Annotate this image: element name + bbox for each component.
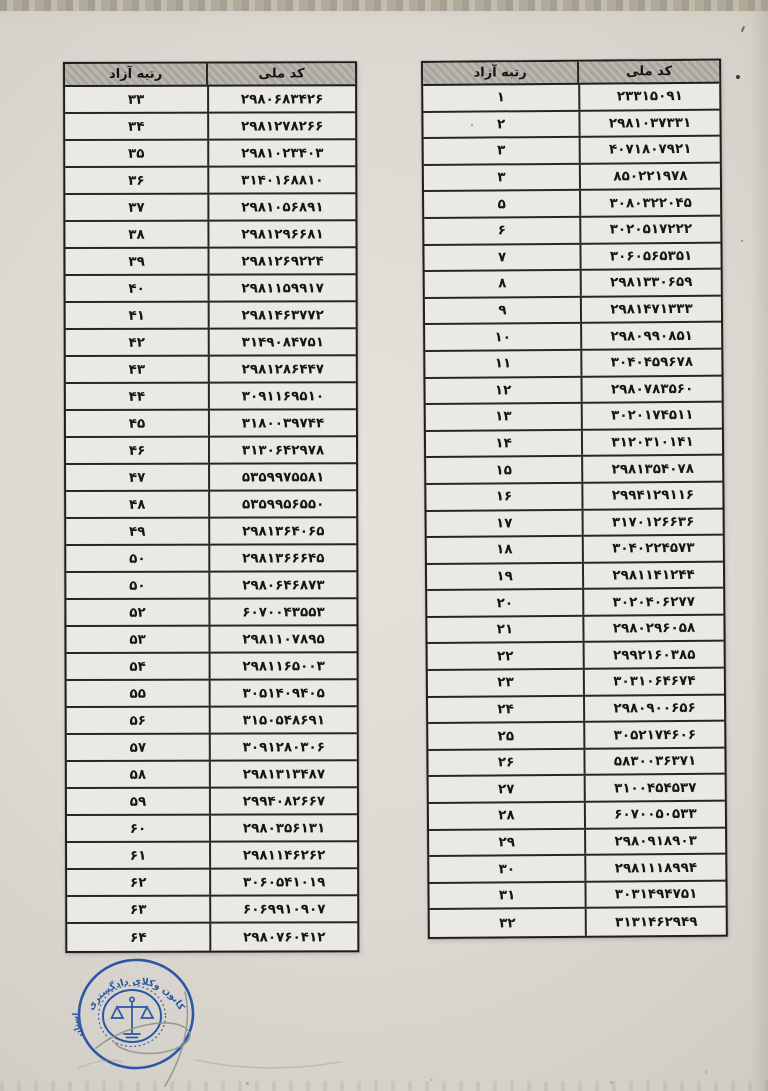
rank-cell: ۳۹	[128, 253, 145, 270]
table-row	[428, 748, 724, 777]
table-row	[426, 483, 722, 512]
rank-cell: ۳۸	[128, 226, 145, 243]
code-cell: ۳۰۸۰۳۲۲۰۴۵	[579, 190, 720, 216]
rank-cell: ۸	[498, 275, 507, 292]
code-cell: ۲۹۸۰۹۰۰۶۵۶	[583, 695, 724, 721]
table-row	[423, 84, 719, 113]
rank-cell: ۲۶	[497, 754, 515, 771]
code-cell: ۳۰۲۰۴۰۶۲۷۷	[582, 589, 723, 615]
table-row	[66, 491, 356, 519]
table-row	[67, 680, 357, 708]
table-row	[424, 243, 720, 272]
rank-cell: ۲۵	[497, 727, 515, 744]
table-row	[427, 589, 723, 618]
rank-cell: ۲۱	[496, 621, 514, 638]
rank-cell: ۵۵	[129, 685, 146, 702]
rank-cell: ۴۷	[128, 469, 146, 486]
results-table-ranks-1-32	[421, 59, 728, 939]
rank-cell: ۲۲	[496, 648, 514, 665]
scan-speck	[705, 1070, 707, 1074]
rank-cell: ۵۶	[129, 712, 147, 729]
table-row	[430, 908, 726, 937]
rank-cell: ۳۴	[127, 118, 145, 135]
code-cell: ۲۹۸۱۱۴۱۲۴۴	[582, 562, 723, 588]
rank-cell: ۴۱	[128, 307, 145, 324]
table-row	[428, 642, 724, 671]
table-row	[65, 86, 355, 114]
scan-top-fade	[0, 11, 768, 29]
table-row	[67, 896, 357, 924]
code-header-cell: کد ملی	[206, 63, 355, 84]
table-row	[429, 855, 725, 884]
code-cell: ۳۱۴۹۰۸۴۷۵۱	[208, 329, 356, 354]
rank-cell: ۳۲	[499, 914, 516, 932]
code-cell: ۳۰۶۰۵۶۵۳۵۱	[580, 243, 721, 269]
rank-cell: ۱۴	[495, 435, 512, 452]
rank-cell: ۱۶	[495, 488, 513, 505]
rank-cell: ۱	[496, 89, 506, 106]
rank-cell: ۳۶	[128, 172, 145, 189]
table-row	[67, 761, 357, 789]
scan-speck	[610, 1081, 613, 1084]
table-row	[428, 695, 724, 724]
rank-cell: ۵۴	[129, 658, 146, 675]
table-row	[425, 270, 721, 299]
code-cell: ۲۹۸۰۶۸۳۴۲۶	[207, 86, 355, 111]
code-cell: ۸۵۰۲۲۱۹۷۸	[579, 163, 720, 189]
table-row	[425, 323, 721, 352]
code-cell: ۲۹۸۰۷۸۳۵۶۰	[581, 376, 722, 402]
scan-speck	[430, 1079, 433, 1081]
table-row	[66, 275, 356, 303]
rank-cell: ۴۳	[128, 361, 146, 378]
table-row	[65, 248, 355, 276]
stamp-outer-ring	[75, 956, 196, 1072]
rank-cell: ۶۰	[129, 820, 147, 837]
table-row	[425, 350, 721, 379]
code-cell: ۲۹۸۱۱۶۵۰۰۳	[209, 653, 357, 678]
table-row	[67, 815, 357, 843]
code-cell: ۲۹۸۱۱۵۹۹۱۷	[208, 275, 356, 300]
rank-cell: ۳	[497, 142, 506, 159]
rank-cell: ۳۳	[127, 91, 145, 108]
table-row	[66, 329, 356, 357]
table-header-row	[423, 61, 719, 86]
table-row	[426, 403, 722, 432]
scan-right-edge-shade	[750, 0, 768, 1091]
code-cell: ۲۹۸۰۷۶۰۴۱۲	[209, 923, 357, 950]
table-row	[426, 429, 722, 458]
table-row	[429, 775, 725, 804]
code-cell: ۲۹۸۱۱۴۶۲۶۲	[209, 842, 357, 867]
code-cell: ۳۱۷۰۱۲۶۶۳۶	[582, 509, 723, 535]
table-row	[65, 167, 355, 195]
table-row	[67, 869, 357, 897]
table-row	[426, 456, 722, 485]
code-cell: ۲۳۳۱۵۰۹۱	[578, 84, 719, 110]
table-row	[66, 626, 356, 654]
code-cell: ۲۹۸۱۳۶۴۰۶۵	[208, 518, 356, 543]
rank-cell: ۲۰	[496, 594, 514, 612]
code-cell: ۲۹۸۱۴۷۱۳۳۳	[580, 296, 721, 322]
code-cell: ۵۳۵۹۹۵۶۵۵۰	[208, 491, 356, 516]
rank-cell: ۶۳	[129, 901, 147, 918]
scan-speck	[246, 1082, 249, 1085]
code-cell: ۲۹۸۱۳۱۳۴۸۷	[209, 761, 357, 786]
rank-cell: ۱۸	[496, 541, 513, 558]
table-row	[424, 217, 720, 246]
table-row	[66, 410, 356, 438]
table-row	[67, 923, 357, 951]
rank-cell: ۳	[497, 169, 506, 186]
code-cell: ۶۰۷۰۰۴۳۵۵۳	[209, 599, 357, 624]
table-row	[67, 653, 357, 681]
table-row	[66, 599, 356, 627]
rank-cell: ۴۰	[128, 280, 145, 297]
code-cell: ۲۹۸۰۳۵۶۱۳۱	[209, 815, 357, 840]
table-row	[424, 190, 720, 219]
rank-cell: ۴۹	[129, 523, 146, 540]
rank-cell: ۲۳	[497, 674, 514, 691]
code-cell: ۳۰۳۱۴۹۴۷۵۱	[585, 881, 726, 907]
table-row	[424, 137, 720, 166]
code-cell: ۳۰۹۱۲۸۰۳۰۶	[209, 734, 357, 759]
results-table-ranks-33-64	[63, 61, 359, 953]
table-row	[428, 722, 724, 751]
code-cell: ۳۰۳۱۰۶۴۶۷۴	[583, 669, 724, 695]
rank-cell: ۴۲	[128, 334, 146, 351]
code-cell: ۳۱۸۰۰۳۹۷۴۴	[208, 410, 356, 435]
rank-cell: ۴۵	[128, 415, 146, 432]
rank-cell: ۴۴	[128, 388, 146, 405]
table-row	[67, 788, 357, 816]
code-cell: ۳۰۴۰۲۲۴۵۷۳	[582, 536, 723, 562]
code-cell: ۳۰۵۲۱۷۴۶۰۶	[583, 722, 724, 748]
scan-speck	[471, 124, 473, 126]
rank-cell: ۲۹	[498, 834, 515, 851]
code-cell: ۲۹۸۱۳۳۰۶۵۹	[580, 270, 721, 296]
rank-cell: ۶۲	[129, 874, 147, 891]
rank-cell: ۳۷	[128, 199, 145, 216]
table-row	[429, 802, 725, 831]
code-cell: ۳۰۲۰۵۱۷۲۲۲	[579, 217, 720, 243]
table-row	[66, 572, 356, 600]
table-row	[67, 842, 357, 870]
code-header-cell: کد ملی	[577, 61, 719, 83]
rank-header-cell: رتبه آزاد	[473, 65, 527, 81]
table-row	[66, 356, 356, 384]
code-cell: ۲۹۸۱۰۵۶۸۹۱	[207, 194, 355, 219]
rank-cell: ۵۸	[129, 766, 147, 783]
rank-cell: ۱۱	[494, 355, 512, 372]
code-cell: ۲۹۸۱۱۱۸۹۹۴	[584, 855, 725, 881]
rank-cell: ۷	[497, 249, 507, 266]
table-row	[67, 707, 357, 735]
rank-cell: ۹	[498, 302, 507, 319]
scales-of-justice-icon	[112, 997, 154, 1037]
table-row	[66, 545, 356, 573]
rank-cell: ۶	[497, 222, 507, 239]
table-row	[66, 518, 356, 546]
rank-cell: ۴۸	[128, 496, 146, 513]
rank-cell: ۵۷	[129, 739, 147, 756]
ink-dot-speck	[736, 75, 740, 79]
code-cell: ۲۹۸۱۴۶۳۷۷۲	[208, 302, 356, 327]
code-cell: ۲۹۸۱۲۸۶۴۴۷	[208, 356, 356, 381]
code-cell: ۲۹۸۱۳۶۶۶۴۵	[208, 545, 356, 570]
rank-cell: ۵۳	[129, 631, 146, 648]
scan-top-edge	[0, 0, 768, 11]
code-cell: ۲۹۸۱۰۲۳۴۰۳	[207, 140, 355, 165]
table-row	[66, 302, 356, 330]
table-row	[65, 140, 355, 168]
rank-cell: ۶۱	[129, 847, 147, 864]
code-cell: ۳۱۳۱۴۶۲۹۴۹	[585, 908, 726, 936]
code-cell: ۶۰۶۹۹۱۰۹۰۷	[209, 896, 357, 921]
rank-cell: ۱۹	[496, 568, 513, 585]
table-row	[66, 383, 356, 411]
code-cell: ۴۰۷۱۸۰۷۹۲۱	[579, 137, 720, 163]
rank-cell: ۳۰	[498, 860, 516, 877]
rank-cell: ۱۷	[495, 515, 513, 532]
code-cell: ۲۹۸۱۲۹۶۶۸۱	[208, 221, 356, 246]
code-cell: ۲۹۸۰۹۹۰۸۵۱	[580, 323, 721, 349]
code-cell: ۳۰۹۱۱۶۹۵۱۰	[208, 383, 356, 408]
code-cell: ۲۹۸۱۲۷۸۲۶۶	[207, 113, 355, 138]
rank-cell: ۱۳	[495, 408, 512, 425]
rank-cell: ۲	[496, 116, 506, 133]
code-cell: ۳۱۲۰۳۱۰۱۴۱	[581, 429, 722, 455]
table-row	[65, 194, 355, 222]
table-row	[429, 828, 725, 857]
code-cell: ۲۹۸۱۲۶۹۲۲۴	[208, 248, 356, 273]
table-row	[427, 616, 723, 645]
code-cell: ۳۰۶۰۵۴۱۰۱۹	[209, 869, 357, 894]
rank-cell: ۵	[497, 196, 506, 213]
table-row	[424, 163, 720, 192]
table-row	[65, 113, 355, 141]
rank-cell: ۲۸	[498, 807, 515, 824]
code-cell: ۲۹۸۰۹۱۸۹۰۳	[584, 828, 725, 854]
code-cell: ۳۱۰۰۴۵۴۵۳۷	[584, 775, 725, 801]
stamp-side-text: استان	[70, 1012, 85, 1039]
table-row	[423, 110, 719, 139]
rank-cell: ۱۲	[494, 382, 512, 399]
table-header-row	[65, 63, 355, 87]
rank-cell: ۵۰	[129, 550, 146, 567]
table-row	[427, 509, 723, 538]
code-cell: ۲۹۸۱۳۵۴۰۷۸	[581, 456, 722, 482]
rank-header-cell: رتبه آزاد	[108, 66, 163, 82]
code-cell: ۳۱۴۰۱۶۸۸۱۰	[207, 167, 355, 192]
stamp-arc-text: کانون وکلای دادگستری	[85, 975, 187, 1013]
code-cell: ۲۹۸۰۶۴۶۸۷۳	[208, 572, 356, 597]
code-cell: ۵۳۵۹۹۷۵۵۸۱	[208, 464, 356, 489]
table-row	[66, 437, 356, 465]
rank-cell: ۴۶	[128, 442, 146, 459]
rank-cell: ۱۰	[494, 328, 512, 346]
bar-association-stamp	[68, 950, 358, 1091]
rank-cell: ۶۴	[130, 929, 147, 946]
code-cell: ۲۹۸۱۰۳۷۳۳۱	[578, 110, 719, 136]
code-cell: ۲۹۸۱۱۰۷۸۹۵	[209, 626, 357, 651]
rank-cell: ۱۵	[495, 461, 513, 479]
table-row	[428, 669, 724, 698]
rank-cell: ۳۵	[128, 145, 145, 162]
rank-cell: ۲۷	[497, 781, 515, 798]
table-row	[425, 296, 721, 325]
table-row	[65, 221, 355, 249]
code-cell: ۳۰۴۰۴۵۹۶۷۸	[580, 350, 721, 376]
code-cell: ۳۰۲۰۱۷۴۵۱۱	[581, 403, 722, 429]
code-cell: ۳۱۵۰۵۴۸۶۹۱	[209, 707, 357, 732]
code-cell: ۲۹۹۴۱۲۹۱۱۶	[581, 483, 722, 509]
code-cell: ۵۸۳۰۰۳۶۳۷۱	[584, 748, 725, 774]
ink-mark-speck	[741, 26, 745, 32]
code-cell: ۲۹۹۲۱۶۰۳۸۵	[583, 642, 724, 668]
table-row	[427, 536, 723, 565]
table-row	[429, 881, 725, 910]
rank-cell: ۲۴	[497, 701, 514, 718]
rank-cell: ۵۰	[129, 577, 146, 594]
table-row	[67, 734, 357, 762]
rank-cell: ۳۱	[498, 887, 516, 904]
code-cell: ۳۰۵۱۴۰۹۴۰۵	[209, 680, 357, 705]
code-cell: ۲۹۸۰۲۹۶۰۵۸	[582, 616, 723, 642]
rank-cell: ۵۲	[129, 604, 146, 621]
table-row	[66, 464, 356, 492]
scan-speck	[741, 240, 743, 242]
code-cell: ۳۱۳۰۶۴۲۹۷۸	[208, 437, 356, 462]
table-row	[425, 376, 721, 405]
rank-cell: ۵۹	[129, 793, 147, 810]
code-cell: ۶۰۷۰۰۵۰۵۳۳	[584, 802, 725, 828]
code-cell: ۲۹۹۴۰۸۲۶۶۷	[209, 788, 357, 813]
table-row	[427, 562, 723, 591]
